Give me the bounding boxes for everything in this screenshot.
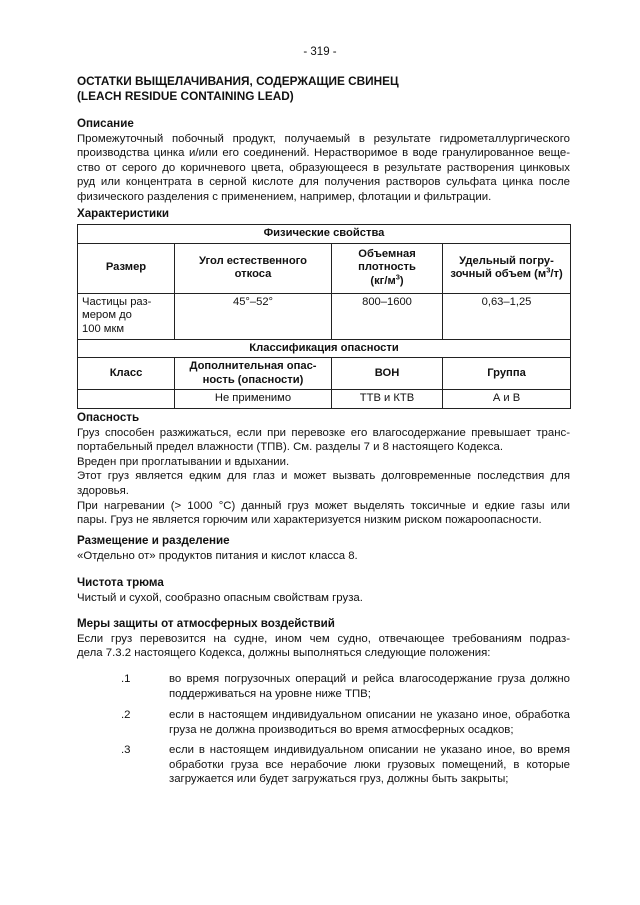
list-item-text: если в настоящем индивидуальном описании не указано иное, обработка груза не должна производиться во время атмосферных осадков;	[169, 709, 570, 736]
table-row	[78, 225, 571, 244]
header-class: Класс	[78, 358, 175, 390]
hazard-heading: Опасность	[77, 411, 140, 424]
description-line: физического разделения с применением, например, флотации и фильтрации.	[77, 190, 492, 203]
page-title	[77, 74, 577, 104]
title-line-ru: ОСТАТКИ ВЫЩЕЛАЧИВАНИЯ, СОДЕРЖАЩИЕ СВИНЕЦ	[77, 74, 399, 88]
cell-size: Частицы раз- мером до 100 мкм	[78, 293, 175, 339]
description-section	[77, 117, 570, 205]
list-item-number: .1	[121, 673, 131, 685]
description-line: Промежуточный побочный продукт, получаемый в результате гидрометаллургического	[77, 132, 570, 145]
header-subsidiary-hazard: Дополнительная опас- ность (опасности)	[175, 358, 332, 390]
header-group: Группа	[443, 358, 571, 390]
characteristics-section	[77, 207, 570, 222]
header-angle-of-repose: Угол естественного откоса	[175, 243, 332, 293]
hazard-line: Груз способен разжижаться, если при перевозке его влагосодержание превышает транс-	[77, 426, 570, 439]
header-stowage-factor: Удельный погру- зочный объем $(м^3/т)$	[443, 243, 571, 293]
table-row	[78, 390, 571, 409]
list-item-number: .2	[121, 709, 131, 721]
cell-bulk-density: 800–1600	[332, 293, 443, 339]
table-row	[78, 243, 571, 293]
header-mhb: ВОН	[332, 358, 443, 390]
cell-subsidiary-hazard: Не применимо	[175, 390, 332, 409]
hazard-classification-title: Классификация опасности	[78, 339, 571, 358]
table-row	[78, 339, 571, 358]
hazard-line: пары. Груз не является горючим или характеризуется низким риском пожароопасности.	[77, 514, 542, 527]
hold-cleanliness-heading: Чистота трюма	[77, 576, 164, 589]
list-item-text: во время погрузочных операций и рейса влагосодержание груза должно поддерживаться на уровне ниже ТПВ;	[169, 673, 570, 700]
stowage-section	[77, 534, 570, 563]
hazard-section	[77, 411, 570, 528]
description-line: руд или концентрата в серной кислоте для получения растворов сульфата цинка после	[77, 176, 570, 189]
title-line-en: (LEACH RESIDUE CONTAINING LEAD)	[77, 89, 294, 103]
cell-angle-of-repose: 45°–52°	[175, 293, 332, 339]
hazard-line: портабельный предел влажности (ТПВ). См. разделы 7 и 8 настоящего Кодекса.	[77, 441, 503, 454]
physical-properties-title: Физические свойства	[78, 225, 571, 244]
description-heading: Описание	[77, 117, 134, 130]
table-row	[78, 293, 571, 339]
hazard-line: Этот груз является едким для глаз и может вызвать долговременные последствия для	[77, 470, 570, 483]
weather-intro-line: Если груз перевозится на судне, ином чем судно, отвечающее требованиям подраз-	[77, 632, 570, 645]
description-line: производства цинка и/или его соединений. Нерастворимое в воде гранулированное веще-	[77, 147, 570, 160]
hold-cleanliness-text: Чистый и сухой, сообразно опасным свойствам груза.	[77, 591, 363, 604]
description-text	[77, 132, 570, 205]
header-size: Размер	[78, 243, 175, 293]
hazard-text	[77, 426, 570, 528]
characteristics-heading: Характеристики	[77, 207, 170, 220]
stowage-text: «Отдельно от» продуктов питания и кислот класса 8.	[77, 549, 358, 562]
cell-class	[78, 390, 175, 409]
hold-cleanliness-section	[77, 576, 570, 605]
weather-intro	[77, 632, 570, 661]
page-number: - 319 -	[303, 46, 337, 58]
characteristics-table	[77, 224, 571, 409]
cell-stowage-factor: 0,63–1,25	[443, 293, 571, 339]
table-row	[78, 358, 571, 390]
list-item-number: .3	[121, 744, 131, 756]
cell-mhb: ТТВ и КТВ	[332, 390, 443, 409]
hazard-line: здоровья.	[77, 484, 129, 497]
weather-section	[77, 617, 570, 661]
cell-group: А и В	[443, 390, 571, 409]
hazard-line: Вреден при проглатывании и вдыхании.	[77, 455, 290, 468]
hazard-line: При нагревании (> 1000 °C) данный груз может выделять токсичные и едкие газы или	[77, 499, 570, 512]
weather-heading: Меры защиты от атмосферных воздействий	[77, 617, 335, 630]
weather-intro-line: дела 7.3.2 настоящего Кодекса, должны выполняться следующие положения:	[77, 647, 491, 660]
stowage-heading: Размещение и разделение	[77, 534, 230, 547]
description-line: ство от серого до коричневого цвета, образующееся в результате растворения цинковых	[77, 161, 570, 174]
list-item-text: если в настоящем индивидуальном описании не указано иное, во время обработки груза все нерабочие люки грузовых помещений, в которые загружается или будет загружаться груз, должны быть закрыты;	[169, 744, 570, 786]
header-bulk-density: Объемная плотность $(кг/м^3)$	[332, 243, 443, 293]
